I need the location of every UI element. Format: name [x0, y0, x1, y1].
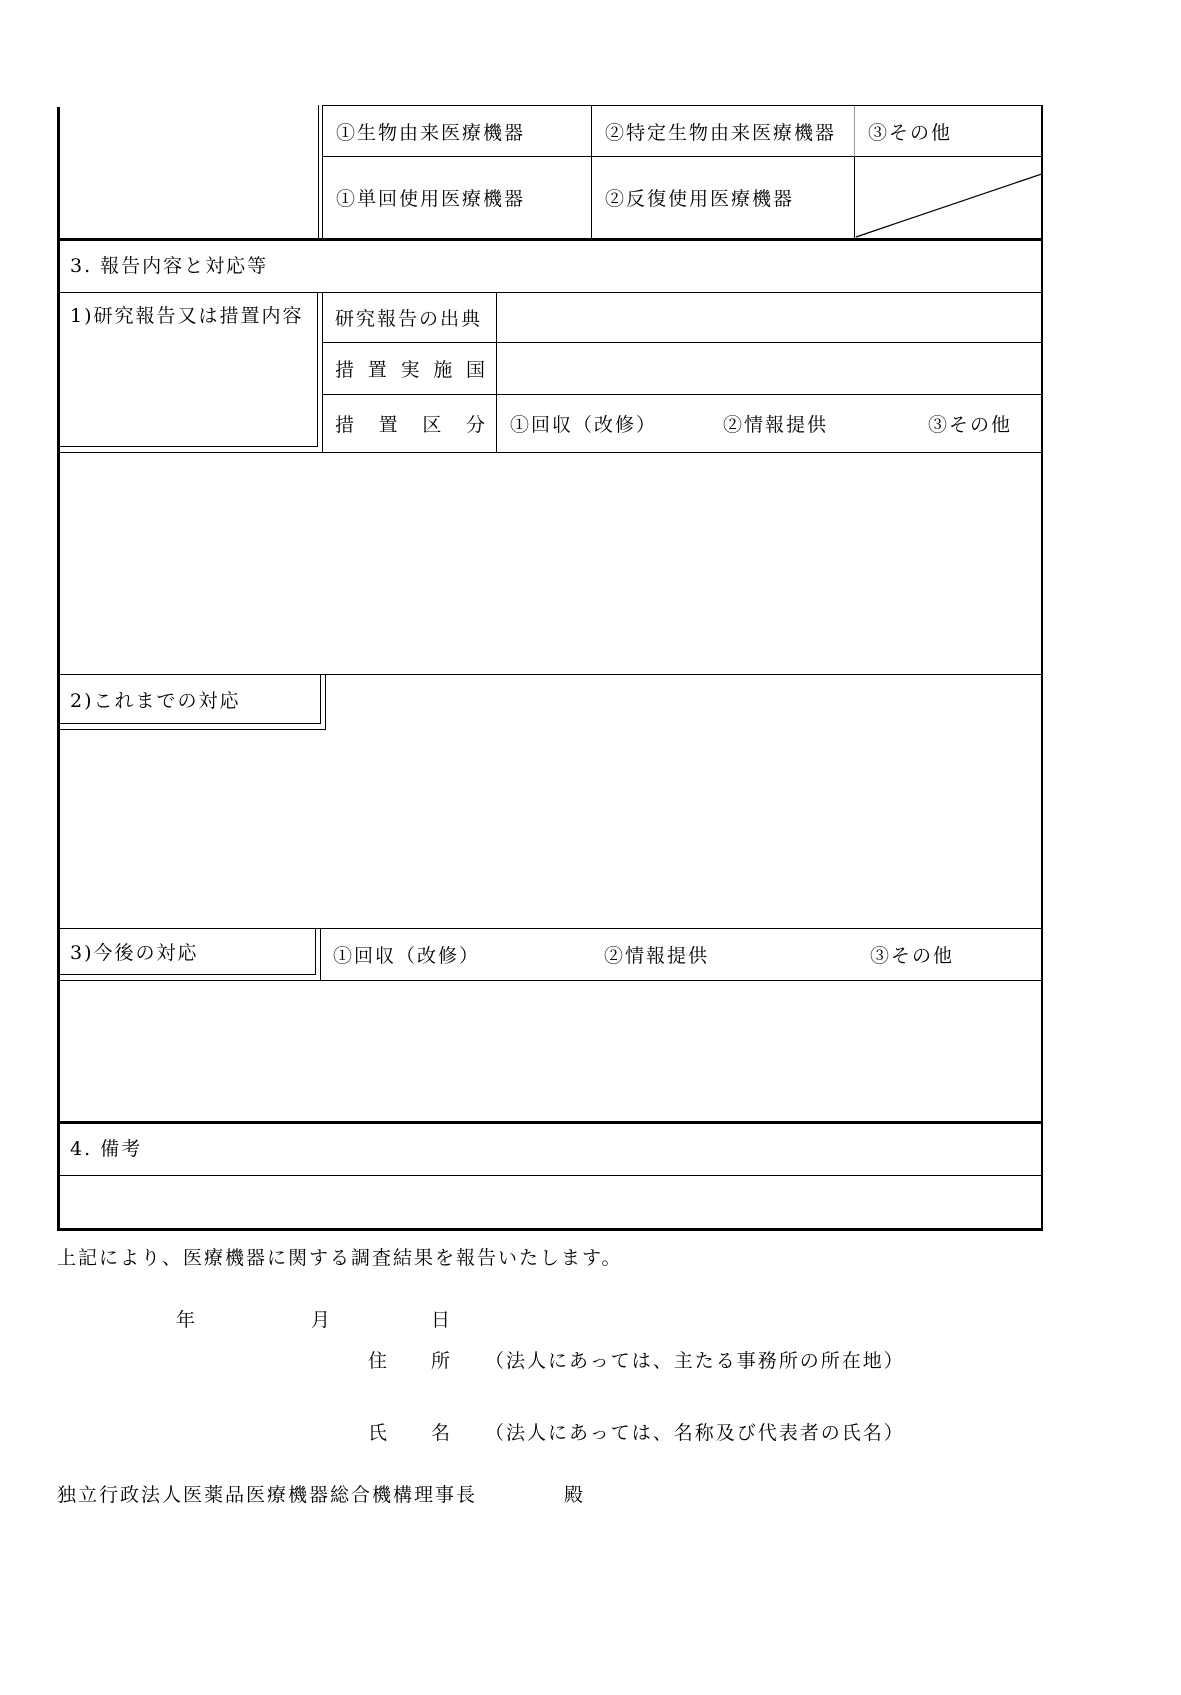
option-other: ③その他: [870, 944, 955, 967]
device-category-table: [322, 105, 1041, 238]
section4-title: 4. 備考: [70, 1138, 143, 1160]
section4-header: [60, 1124, 1051, 1175]
remarks-content-area: [60, 1176, 1041, 1226]
item2-content-area: [330, 675, 1040, 925]
option-label: ②特定生物由来医療機器: [605, 121, 837, 144]
name-label-2: 名: [431, 1422, 453, 1444]
source-label: 研究報告の出典: [335, 307, 483, 330]
section3-title: 3. 報告内容と対応等: [70, 255, 269, 277]
item3-content-area: [60, 981, 1041, 1119]
diagonal-strikethrough: [855, 157, 1041, 238]
item1-label: 1)研究報告又は措置内容: [70, 305, 304, 327]
honorific: 殿: [564, 1484, 586, 1506]
item2-label-box: [60, 675, 326, 730]
option-information-provision: ②情報提供: [604, 944, 710, 967]
source-value-cell: [497, 292, 1041, 343]
option-label: ②反復使用医療機器: [605, 188, 795, 210]
option-label: ①生物由来医療機器: [336, 121, 526, 144]
source-label-cell: [323, 292, 497, 343]
item1-label-inner: [60, 293, 318, 447]
section3-header: [60, 241, 1051, 292]
option-recall-repair: ①回収（改修）: [510, 414, 658, 436]
address-label-2: 所: [431, 1350, 453, 1372]
country-label-cell: [323, 343, 497, 395]
item2-label: 2)これまでの対応: [70, 689, 241, 712]
option-recall-repair: ①回収（改修）: [333, 944, 481, 967]
day-label: 日: [431, 1309, 453, 1331]
top-table-double-line: [318, 105, 319, 238]
not-applicable-cell: [855, 157, 1041, 238]
recipient-title: 独立行政法人医薬品医療機器総合機構理事長: [57, 1484, 478, 1506]
item3-label: 3)今後の対応: [70, 942, 199, 964]
research-report-subtable: [322, 292, 1041, 452]
option-information-provision: ②情報提供: [723, 414, 829, 436]
measure-category-options-cell: [497, 395, 1041, 452]
category-biological-device: [323, 106, 592, 157]
table-bottom-thick-border: [57, 1228, 1043, 1231]
option-label: ③その他: [868, 121, 953, 144]
item1-content-area: [60, 453, 1041, 673]
category-other: [855, 106, 1041, 157]
country-value-cell: [497, 343, 1041, 395]
declaration-text: 上記により、医療機器に関する調査結果を報告いたします。: [57, 1247, 623, 1269]
item3-options-cell: [321, 929, 1041, 979]
month-label: 月: [311, 1309, 333, 1331]
name-label-1: 氏: [368, 1422, 390, 1444]
address-label-1: 住: [368, 1350, 390, 1372]
category-single-use-device: [323, 157, 592, 238]
item1-label-box: [60, 293, 322, 452]
declaration-line: [57, 1243, 622, 1270]
name-note: （法人にあっては、名称及び代表者の氏名）: [485, 1422, 905, 1444]
option-label: ①単回使用医療機器: [336, 188, 526, 210]
year-label: 年: [176, 1309, 198, 1331]
measure-category-label-cell: [323, 395, 497, 452]
category-reusable-device: [592, 157, 855, 238]
address-note: （法人にあっては、主たる事務所の所在地）: [485, 1350, 905, 1372]
country-label: 措 置 実 施 国: [335, 359, 487, 381]
category-specified-biological-device: [592, 106, 855, 157]
measure-category-label: 措 置 区 分: [335, 414, 487, 436]
item3-label-inner: [60, 929, 316, 975]
option-other: ③その他: [928, 414, 1013, 436]
item2-label-inner: [60, 675, 321, 724]
item3-label-box: [60, 929, 320, 980]
